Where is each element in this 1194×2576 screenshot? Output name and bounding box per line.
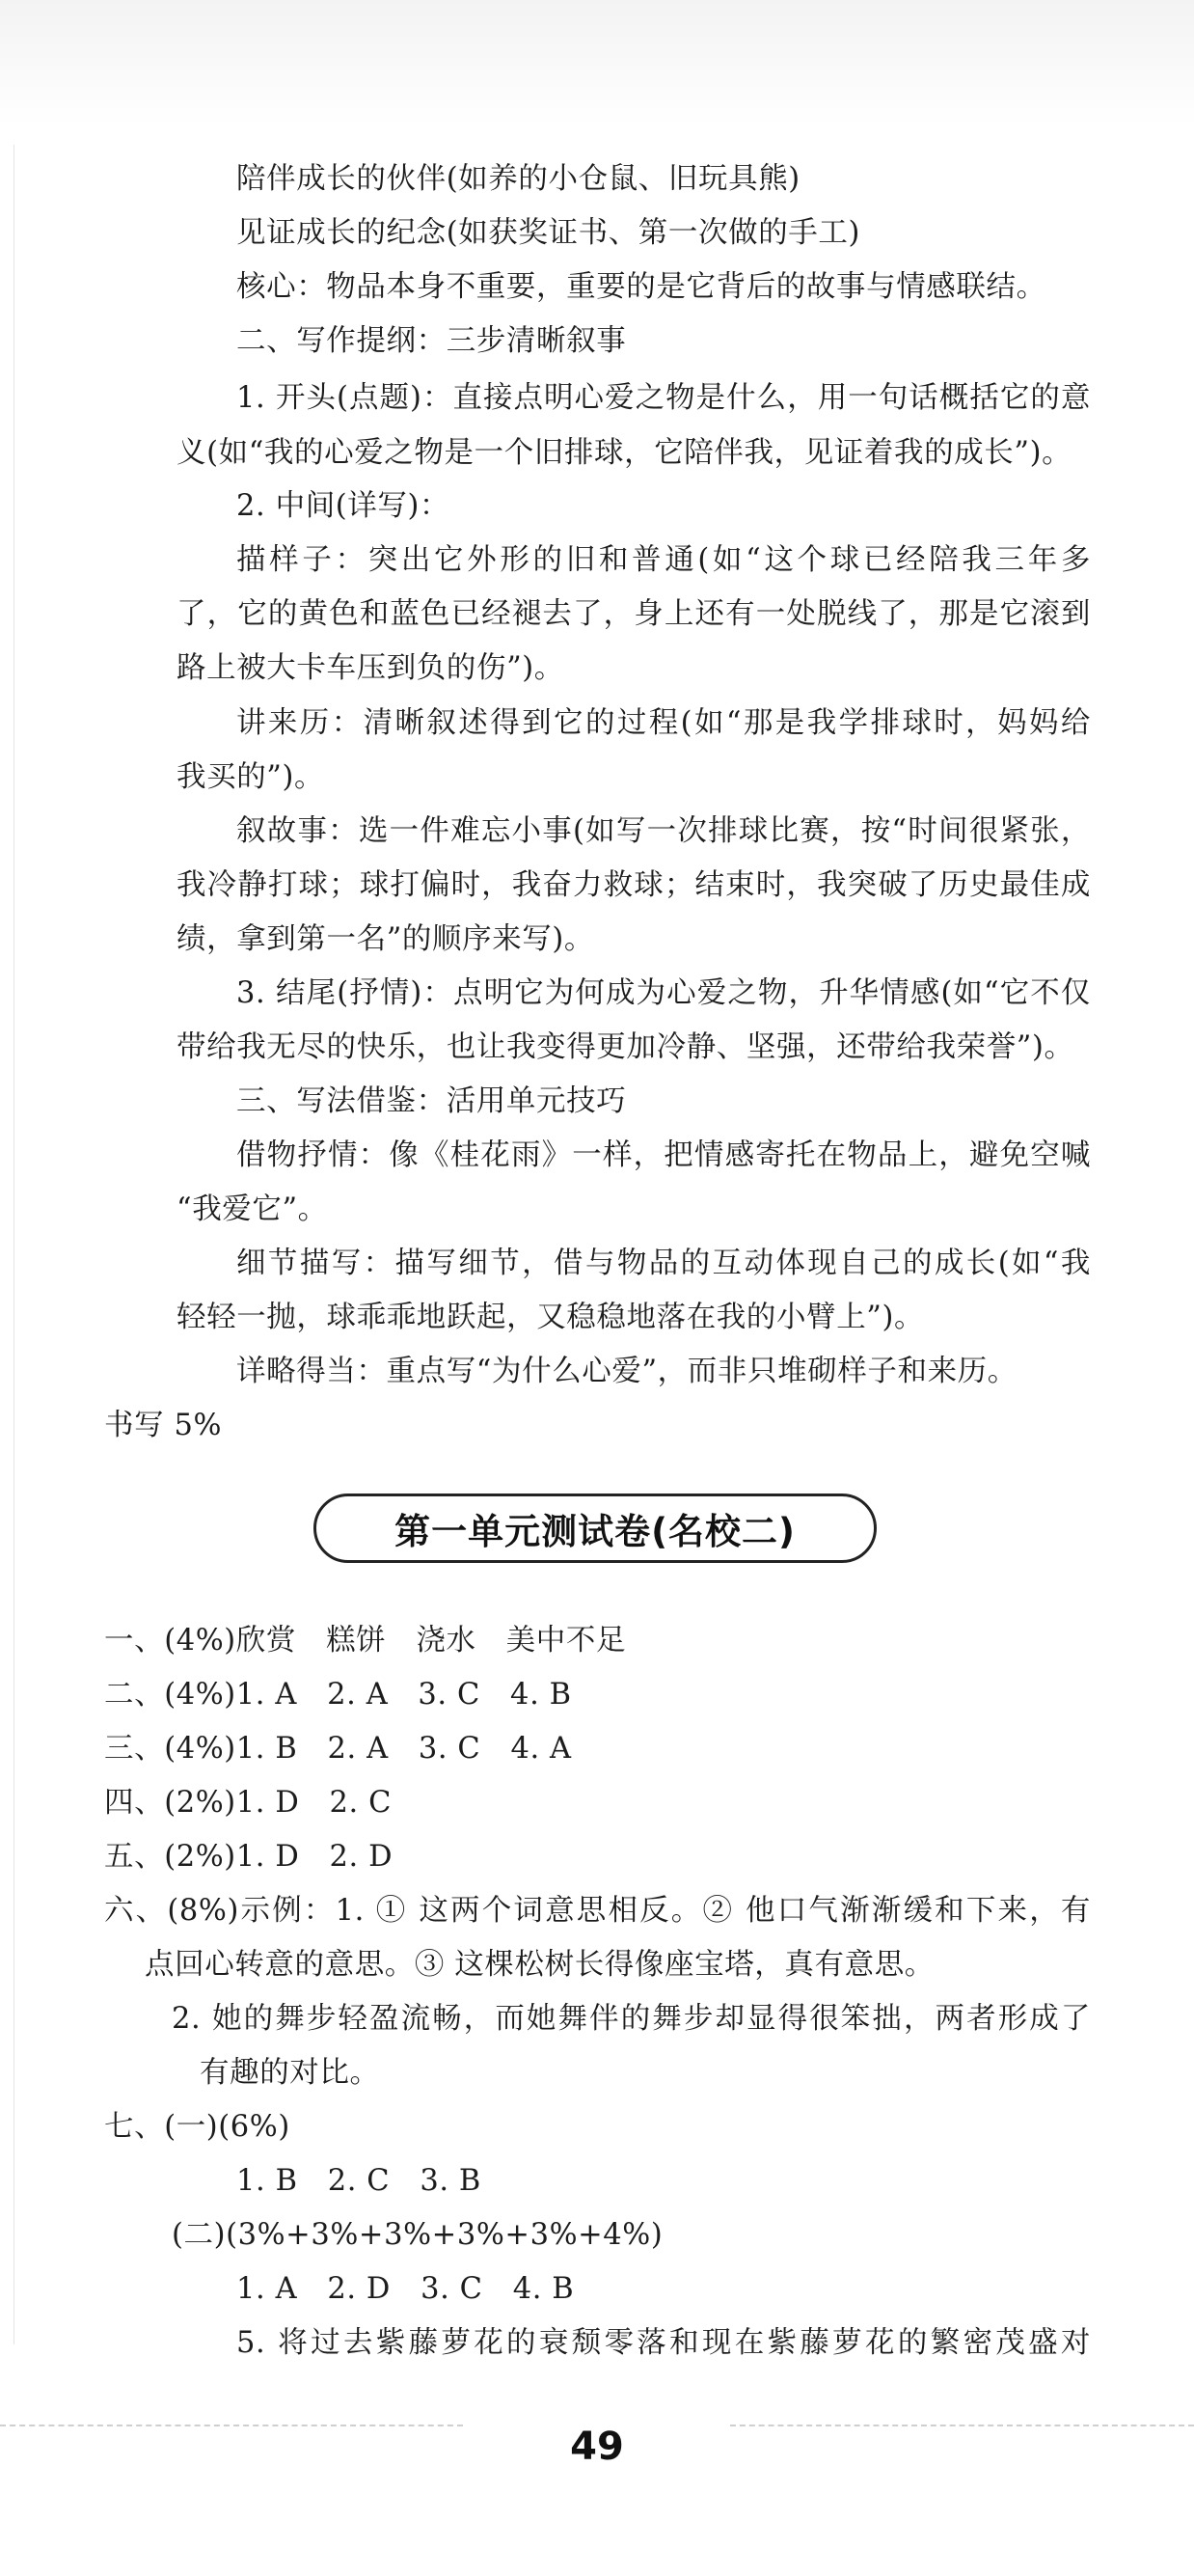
footer-rule-left: [0, 2425, 463, 2426]
score-note: 书写 5%: [104, 1409, 223, 1442]
text-line: 带给我无尽的快乐，也让我变得更加冷静、坚强，还带给我荣誉”)。: [176, 1030, 1074, 1064]
answer-line: 七、(一)(6%): [104, 2110, 290, 2144]
text-line: “我爱它”。: [176, 1192, 328, 1226]
text-line: 讲来历：清晰叙述得到它的过程(如“那是我学排球时，妈妈给: [236, 706, 1091, 740]
answer-line: 1. B 2. C 3. B: [236, 2164, 481, 2198]
text-line: 3. 结尾(抒情)：点明它为何成为心爱之物，升华情感(如“它不仅: [236, 976, 1091, 1010]
text-line: 细节描写：描写细节，借与物品的互动体现自己的成长(如“我: [236, 1247, 1091, 1280]
section-heading: 二、写作提纲：三步清晰叙事: [236, 324, 627, 358]
text-line: 核心：物品本身不重要，重要的是它背后的故事与情感联结。: [236, 270, 1046, 304]
answer-line: 一、(4%)欣赏 糕饼 浇水 美中不足: [104, 1624, 627, 1658]
text-line: 详略得当：重点写“为什么心爱”，而非只堆砌样子和来历。: [236, 1355, 1018, 1388]
page-number: 49: [570, 2425, 624, 2469]
footer-rule-right: [730, 2425, 1194, 2426]
answer-line: 四、(2%)1. D 2. C: [104, 1786, 393, 1820]
section-title: 第一单元测试卷(名校二): [313, 1494, 877, 1563]
text-line: 了，它的黄色和蓝色已经褪去了，身上还有一处脱线了，那是它滚到: [176, 597, 1091, 631]
text-line: 1. 开头(点题)：直接点明心爱之物是什么，用一句话概括它的意: [236, 381, 1091, 415]
answer-line: 六、(8%)示例：1. ① 这两个词意思相反。② 他口气渐渐缓和下来，有: [104, 1894, 1091, 1928]
answer-line: 点回心转意的意思。③ 这棵松树长得像座宝塔，真有意思。: [145, 1948, 935, 1982]
text-line: 叙故事：选一件难忘小事(如写一次排球比赛，按“时间很紧张，: [236, 814, 1091, 848]
section-heading: 三、写法借鉴：活用单元技巧: [236, 1084, 627, 1118]
answer-line: 二、(4%)1. A 2. A 3. C 4. B: [104, 1678, 572, 1712]
text-line: 轻轻一抛，球乖乖地跃起，又稳稳地落在我的小臂上”)。: [176, 1301, 925, 1334]
page-top-shade: [0, 0, 1194, 125]
text-line: 陪伴成长的伙伴(如养的小仓鼠、旧玩具熊): [236, 162, 801, 196]
text-line: 绩，拿到第一名”的顺序来写)。: [176, 922, 594, 956]
text-line: 路上被大卡车压到负的伤”)。: [176, 651, 564, 685]
text-line: 借物抒情：像《桂花雨》一样，把情感寄托在物品上，避免空喊: [236, 1138, 1091, 1172]
text-line: 见证成长的纪念(如获奖证书、第一次做的手工): [236, 216, 860, 250]
answer-line: 有趣的对比。: [200, 2056, 380, 2090]
text-line: 2. 中间(详写)：: [236, 489, 450, 523]
answer-line: 五、(2%)1. D 2. D: [104, 1840, 393, 1874]
answer-line: 5. 将过去紫藤萝花的衰颓零落和现在紫藤萝花的繁密茂盛对: [236, 2326, 1091, 2360]
answer-line: 1. A 2. D 3. C 4. B: [236, 2272, 575, 2306]
answer-line: 三、(4%)1. B 2. A 3. C 4. A: [104, 1732, 572, 1766]
text-line: 我买的”)。: [176, 760, 325, 794]
text-line: 描样子：突出它外形的旧和普通(如“这个球已经陪我三年多: [236, 543, 1091, 577]
answer-line: (二)(3%+3%+3%+3%+3%+4%): [172, 2218, 664, 2252]
answer-line: 2. 她的舞步轻盈流畅，而她舞伴的舞步却显得很笨拙，两者形成了: [172, 2002, 1091, 2036]
text-line: 我冷静打球；球打偏时，我奋力救球；结束时，我突破了历史最佳成: [176, 868, 1091, 902]
text-line: 义(如“我的心爱之物是一个旧排球，它陪伴我，见证着我的成长”)。: [176, 436, 1072, 470]
